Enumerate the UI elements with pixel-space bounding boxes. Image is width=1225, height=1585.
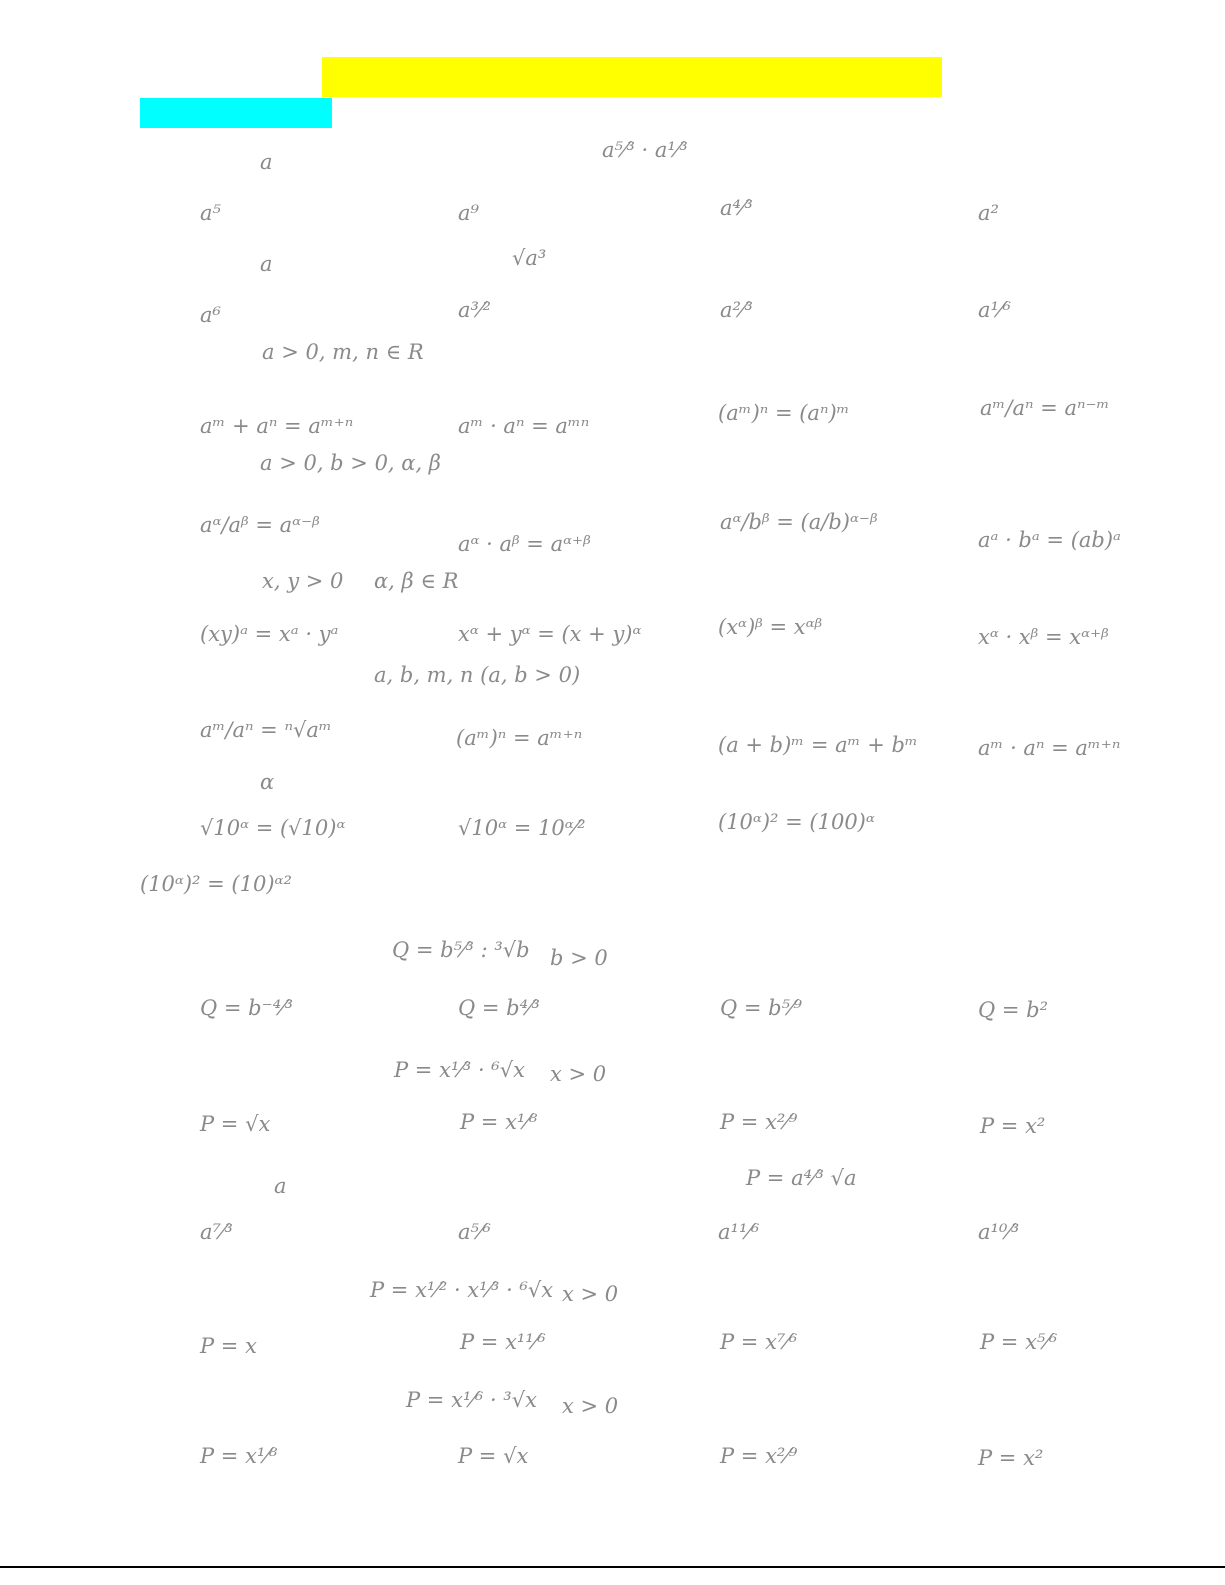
q5-condition-ab: α, β ∈ R	[374, 569, 459, 593]
q2-option-b: a³⁄²	[458, 298, 491, 322]
q8-option-a: Q = b⁻⁴⁄³	[200, 996, 294, 1020]
q4-option-c: aᵅ/bᵝ = (a/b)ᵅ⁻ᵝ	[720, 510, 878, 534]
q7-option-d: (10ᵅ)² = (10)ᵅ²	[140, 872, 292, 896]
q7-option-c: (10ᵅ)² = (100)ᵅ	[718, 810, 875, 834]
page-bottom-rule	[0, 1566, 1225, 1568]
q5-option-c: (xᵅ)ᵝ = xᵅᵝ	[718, 615, 823, 639]
q3-option-b: aᵐ · aⁿ = aᵐⁿ	[458, 414, 590, 438]
q2-option-d: a¹⁄⁶	[978, 298, 1011, 322]
q1-option-a: a⁵	[200, 201, 221, 225]
q10-option-a: a⁷⁄³	[200, 1220, 233, 1244]
q5-option-a: (xy)ᵃ = xᵃ · yᵃ	[200, 622, 339, 646]
q6-option-a: aᵐ/aⁿ = ⁿ√aᵐ	[200, 718, 332, 742]
q9-option-d: P = x²	[980, 1114, 1046, 1138]
q11-option-c: P = x⁷⁄⁶	[720, 1330, 798, 1354]
q9-option-b: P = x¹⁄⁸	[460, 1110, 538, 1134]
q1-option-d: a²	[978, 201, 999, 225]
q6-condition: a, b, m, n (a, b > 0)	[374, 663, 581, 687]
q11-option-b: P = x¹¹⁄⁶	[460, 1330, 546, 1354]
q9-condition: x > 0	[550, 1062, 607, 1086]
q12-condition: x > 0	[562, 1394, 619, 1418]
q10-option-d: a¹⁰⁄³	[978, 1220, 1020, 1244]
q5-option-b: xᵅ + yᵅ = (x + y)ᵅ	[458, 622, 642, 646]
q10-option-b: a⁵⁄⁶	[458, 1220, 491, 1244]
q10-variable: a	[274, 1174, 287, 1198]
q1-variable: a	[260, 150, 273, 174]
q9-option-c: P = x²⁄⁹	[720, 1110, 798, 1134]
q7-option-b: √10ᵅ = 10ᵅ⁄²	[458, 816, 586, 840]
q11-option-a: P = x	[200, 1334, 257, 1358]
q4-condition: a > 0, b > 0, α, β	[260, 451, 441, 475]
q1-option-c: a⁴⁄³	[720, 196, 753, 220]
q12-option-a: P = x¹⁄⁸	[200, 1444, 278, 1468]
q5-option-d: xᵅ · xᵝ = xᵅ⁺ᵝ	[978, 625, 1109, 649]
q1-expression: a⁵⁄³ · a¹⁄³	[602, 138, 688, 162]
q4-option-b: aᵅ · aᵝ = aᵅ⁺ᵝ	[458, 532, 591, 556]
title-highlight	[322, 57, 942, 97]
q11-option-d: P = x⁵⁄⁶	[980, 1330, 1058, 1354]
q8-option-b: Q = b⁴⁄³	[458, 996, 540, 1020]
q3-condition: a > 0, m, n ∈ R	[262, 340, 424, 364]
q9-expression: P = x¹⁄³ · ⁶√x	[394, 1058, 525, 1082]
q11-expression: P = x¹⁄² · x¹⁄³ · ⁶√x	[370, 1278, 554, 1302]
q1-option-b: a⁹	[458, 201, 479, 225]
q6-option-b: (aᵐ)ⁿ = aᵐ⁺ⁿ	[456, 726, 583, 750]
q2-option-a: a⁶	[200, 303, 221, 327]
q2-variable: a	[260, 252, 273, 276]
q3-option-c: (aᵐ)ⁿ = (aⁿ)ᵐ	[718, 401, 850, 425]
q10-option-c: a¹¹⁄⁶	[718, 1220, 760, 1244]
q8-condition: b > 0	[550, 946, 608, 970]
section-highlight	[140, 98, 332, 128]
q5-condition-xy: x, y > 0	[262, 569, 344, 593]
q3-option-a: aᵐ + aⁿ = aᵐ⁺ⁿ	[200, 414, 354, 438]
q8-option-c: Q = b⁵⁄⁹	[720, 996, 802, 1020]
q4-option-d: aᵃ · bᵃ = (ab)ᵃ	[978, 528, 1121, 552]
q7-variable: α	[260, 770, 275, 794]
q12-option-d: P = x²	[978, 1446, 1044, 1470]
q11-condition: x > 0	[562, 1282, 619, 1306]
q12-option-b: P = √x	[458, 1444, 529, 1468]
q12-option-c: P = x²⁄⁹	[720, 1444, 798, 1468]
q8-expression: Q = b⁵⁄³ : ³√b	[392, 938, 530, 962]
q10-expression: P = a⁴⁄³ √a	[746, 1166, 857, 1190]
q3-option-d: aᵐ/aⁿ = aⁿ⁻ᵐ	[980, 396, 1110, 420]
q2-expression: √a³	[512, 246, 547, 270]
q9-option-a: P = √x	[200, 1112, 271, 1136]
q6-option-c: (a + b)ᵐ = aᵐ + bᵐ	[718, 733, 918, 757]
q7-option-a: √10ᵅ = (√10)ᵅ	[200, 816, 346, 840]
q2-option-c: a²⁄³	[720, 298, 753, 322]
q8-option-d: Q = b²	[978, 998, 1049, 1022]
q6-option-d: aᵐ · aⁿ = aᵐ⁺ⁿ	[978, 736, 1121, 760]
q12-expression: P = x¹⁄⁶ · ³√x	[406, 1388, 537, 1412]
q4-option-a: aᵅ/aᵝ = aᵅ⁻ᵝ	[200, 513, 320, 537]
